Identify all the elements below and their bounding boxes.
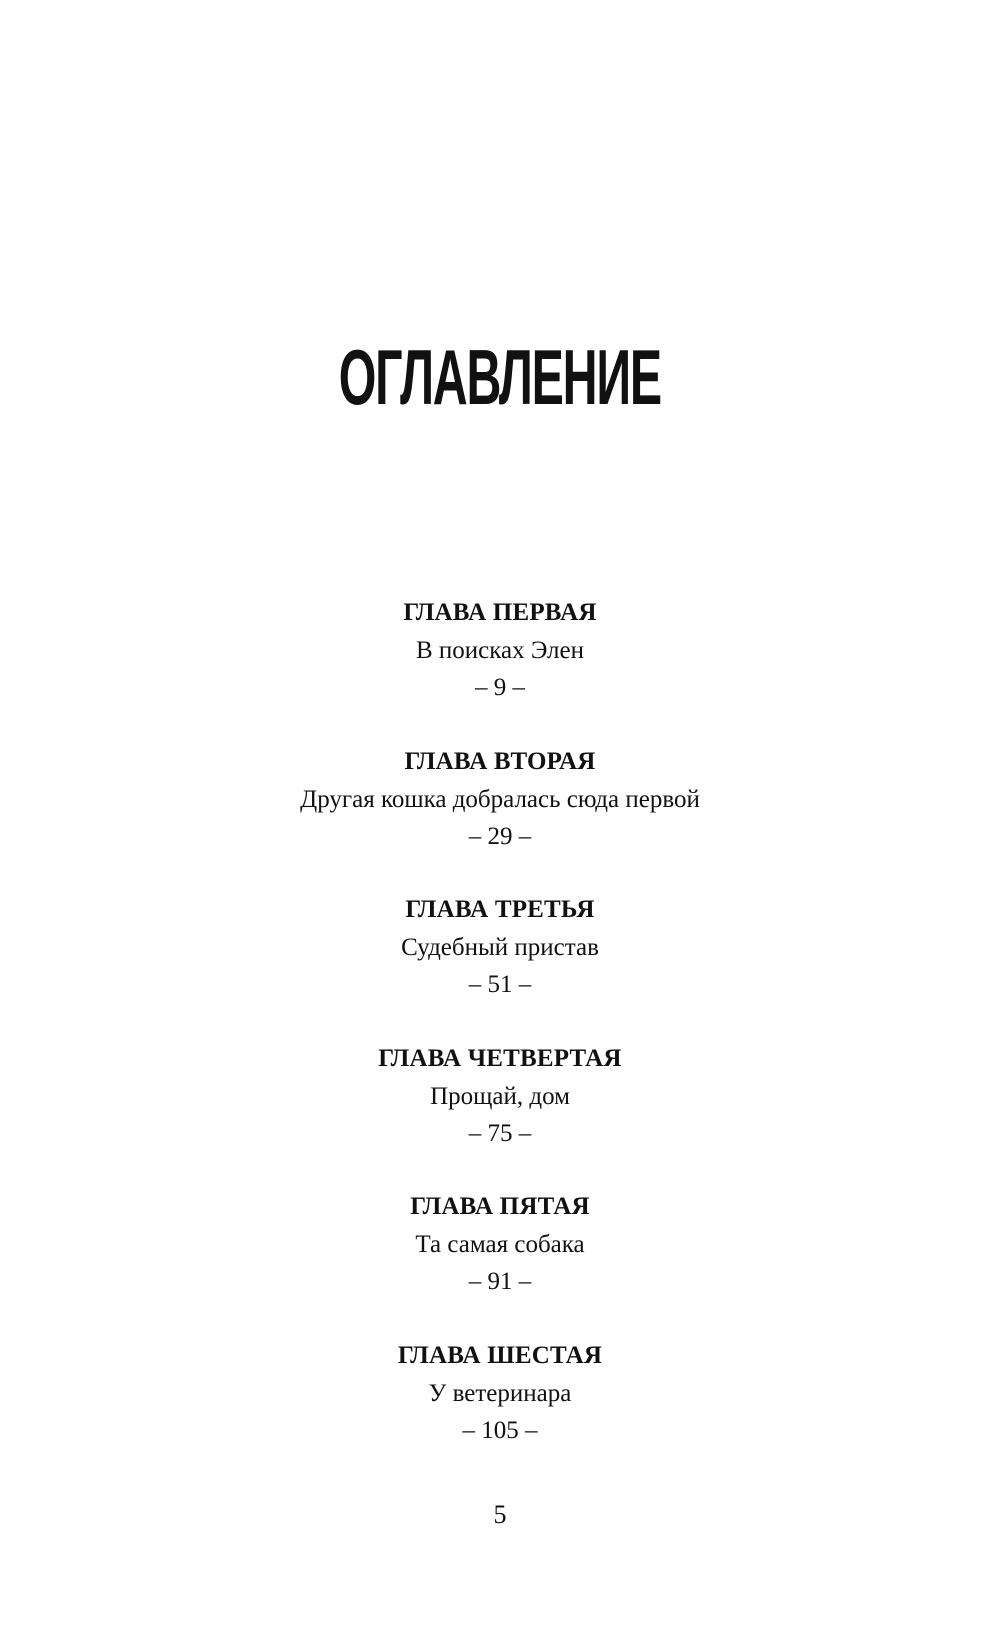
chapter-title: Другая кошка добралась сюда первой: [300, 785, 700, 813]
chapter-page-number: – 105 –: [462, 1416, 538, 1444]
toc-entry-3[interactable]: [0, 892, 1000, 1041]
table-of-contents: [0, 595, 1000, 1486]
chapter-title: В поисках Элен: [415, 637, 585, 664]
chapter-label: ГЛАВА ЧЕТВЕРТАЯ: [378, 1044, 622, 1072]
chapter-label: ГЛАВА ШЕСТАЯ: [397, 1341, 603, 1369]
chapter-title: Судебный пристав: [401, 934, 599, 961]
toc-entry-4[interactable]: [0, 1041, 1000, 1190]
chapter-page-number: – 51 –: [468, 971, 532, 998]
chapter-page-number: – 29 –: [468, 822, 532, 850]
chapter-page-number: – 75 –: [468, 1119, 532, 1147]
toc-entry-5[interactable]: [0, 1189, 1000, 1338]
chapter-page-number: – 91 –: [468, 1268, 532, 1295]
toc-entry-6[interactable]: [0, 1338, 1000, 1487]
page-title-text: ОГЛАВЛЕНИЕ: [338, 333, 662, 421]
chapter-title: У ветеринара: [428, 1379, 572, 1407]
chapter-title: Прощай, дом: [430, 1082, 570, 1110]
page-number: 5: [493, 1500, 507, 1529]
chapter-label: ГЛАВА ПЯТАЯ: [410, 1193, 590, 1220]
chapter-label: ГЛАВА ТРЕТЬЯ: [405, 896, 595, 923]
toc-entry-1[interactable]: [0, 595, 1000, 744]
toc-entry-2[interactable]: [0, 744, 1000, 893]
chapter-label: ГЛАВА ПЕРВАЯ: [403, 599, 597, 626]
chapter-page-number: – 9 –: [475, 674, 525, 701]
page-title: [0, 333, 1000, 421]
chapter-title: Та самая собака: [415, 1231, 585, 1258]
chapter-label: ГЛАВА ВТОРАЯ: [404, 747, 596, 775]
